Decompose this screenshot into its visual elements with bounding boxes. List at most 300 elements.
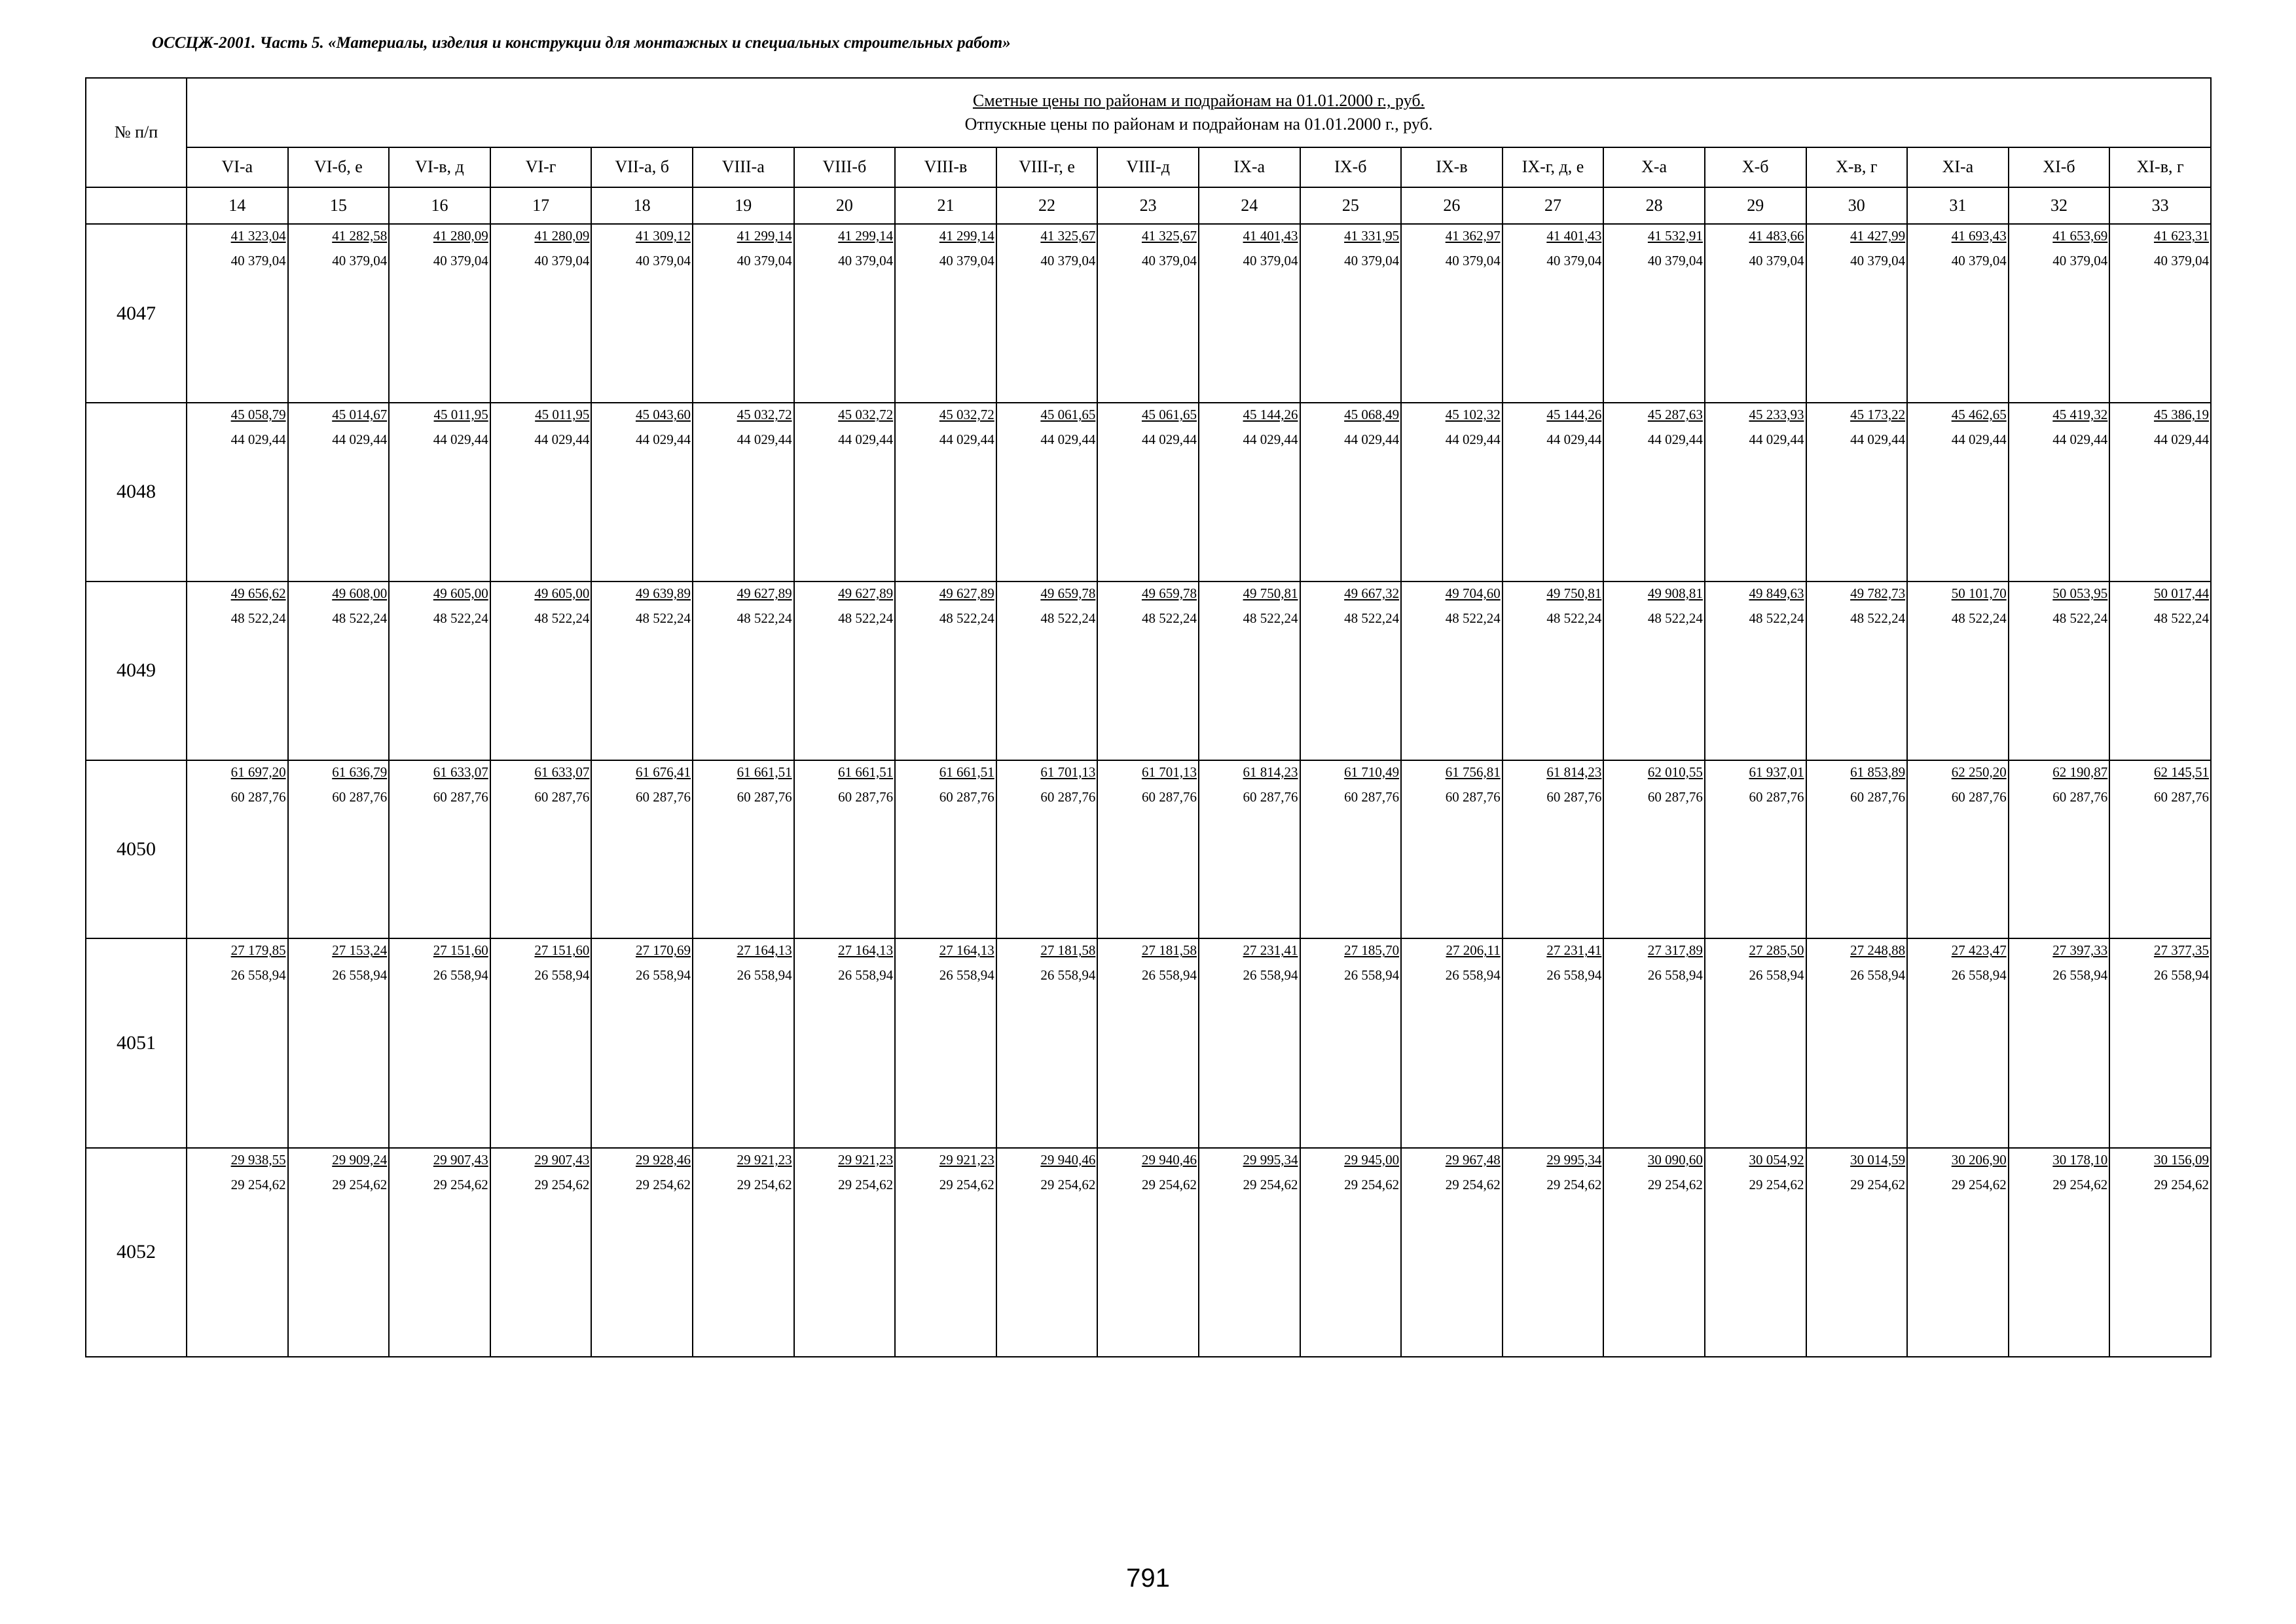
release-price: 44 029,44 bbox=[1040, 432, 1096, 448]
price-cell bbox=[490, 938, 592, 1147]
price-cell bbox=[1097, 224, 1199, 403]
estimate-price: 62 250,20 bbox=[1951, 764, 2007, 780]
price-cell bbox=[591, 760, 693, 939]
price-cell bbox=[2109, 403, 2211, 581]
release-price: 29 254,62 bbox=[939, 1176, 994, 1192]
estimate-price: 27 151,60 bbox=[433, 942, 488, 959]
price-cell bbox=[389, 581, 490, 760]
price-cell bbox=[794, 224, 896, 403]
row-number: 4050 bbox=[86, 760, 187, 939]
estimate-price: 41 331,95 bbox=[1344, 228, 1400, 244]
estimate-price: 27 231,41 bbox=[1546, 942, 1602, 959]
release-price: 29 254,62 bbox=[332, 1176, 388, 1192]
release-price: 29 254,62 bbox=[1546, 1176, 1602, 1192]
release-price: 44 029,44 bbox=[1546, 432, 1602, 448]
price-cell bbox=[187, 581, 288, 760]
price-cell bbox=[1705, 224, 1806, 403]
estimate-price: 41 299,14 bbox=[838, 228, 894, 244]
price-cell bbox=[1300, 581, 1402, 760]
release-price: 44 029,44 bbox=[1344, 432, 1400, 448]
release-price: 29 254,62 bbox=[1749, 1176, 1804, 1192]
release-price: 48 522,24 bbox=[737, 610, 792, 626]
release-price: 44 029,44 bbox=[1749, 432, 1804, 448]
price-cell bbox=[187, 938, 288, 1147]
estimate-price: 61 676,41 bbox=[635, 764, 691, 780]
release-price: 44 029,44 bbox=[939, 432, 994, 448]
price-cell bbox=[187, 224, 288, 403]
estimate-price: 61 633,07 bbox=[433, 764, 488, 780]
row-number: 4048 bbox=[86, 403, 187, 581]
estimate-price: 41 401,43 bbox=[1243, 228, 1298, 244]
table-row bbox=[86, 1148, 2211, 1357]
estimate-price: 29 995,34 bbox=[1546, 1151, 1602, 1168]
release-price: 60 287,76 bbox=[1546, 788, 1602, 805]
release-price: 60 287,76 bbox=[838, 788, 894, 805]
price-cell bbox=[490, 224, 592, 403]
release-price: 40 379,04 bbox=[1951, 253, 2007, 269]
column-number: 33 bbox=[2109, 187, 2211, 225]
release-price: 44 029,44 bbox=[838, 432, 894, 448]
column-number: 16 bbox=[389, 187, 490, 225]
price-cell bbox=[591, 1148, 693, 1357]
release-price: 29 254,62 bbox=[1951, 1176, 2007, 1192]
estimate-price: 45 061,65 bbox=[1040, 407, 1096, 423]
estimate-price: 49 750,81 bbox=[1243, 585, 1298, 601]
region-header: VIII-д bbox=[1097, 147, 1199, 187]
release-price: 48 522,24 bbox=[1951, 610, 2007, 626]
estimate-price: 41 483,66 bbox=[1749, 228, 1804, 244]
price-cell bbox=[1300, 1148, 1402, 1357]
release-price: 48 522,24 bbox=[1546, 610, 1602, 626]
release-price: 60 287,76 bbox=[939, 788, 994, 805]
estimate-price: 41 280,09 bbox=[534, 228, 590, 244]
estimate-price: 30 090,60 bbox=[1647, 1151, 1703, 1168]
price-cell bbox=[1300, 938, 1402, 1147]
release-price: 40 379,04 bbox=[737, 253, 792, 269]
price-cell bbox=[591, 581, 693, 760]
region-header: VI-а bbox=[187, 147, 288, 187]
release-price: 26 558,94 bbox=[1850, 967, 1906, 984]
price-cell bbox=[187, 1148, 288, 1357]
region-header: X-а bbox=[1603, 147, 1705, 187]
price-cell bbox=[288, 1148, 390, 1357]
estimate-price: 45 144,26 bbox=[1243, 407, 1298, 423]
region-header: VII-а, б bbox=[591, 147, 693, 187]
estimate-price: 27 397,33 bbox=[2052, 942, 2108, 959]
region-header: VI-в, д bbox=[389, 147, 490, 187]
header-row-column-numbers bbox=[86, 187, 2211, 225]
price-cell bbox=[693, 224, 794, 403]
estimate-price: 45 032,72 bbox=[939, 407, 994, 423]
price-cell bbox=[693, 403, 794, 581]
release-price: 29 254,62 bbox=[1344, 1176, 1400, 1192]
release-price: 44 029,44 bbox=[2153, 432, 2209, 448]
price-cell bbox=[1097, 760, 1199, 939]
estimate-price: 27 317,89 bbox=[1647, 942, 1703, 959]
estimate-price: 49 639,89 bbox=[635, 585, 691, 601]
price-cell bbox=[1907, 581, 2009, 760]
price-cell bbox=[1503, 938, 1604, 1147]
header-row-title bbox=[86, 78, 2211, 147]
price-cell bbox=[591, 224, 693, 403]
estimate-price: 61 661,51 bbox=[939, 764, 994, 780]
release-price: 26 558,94 bbox=[838, 967, 894, 984]
estimate-price: 29 921,23 bbox=[939, 1151, 994, 1168]
release-price: 48 522,24 bbox=[433, 610, 488, 626]
estimate-price: 29 921,23 bbox=[737, 1151, 792, 1168]
price-cell bbox=[1199, 224, 1300, 403]
release-price: 29 254,62 bbox=[838, 1176, 894, 1192]
page-number: 791 bbox=[1126, 1564, 1170, 1593]
release-price: 26 558,94 bbox=[433, 967, 488, 984]
price-cell bbox=[389, 938, 490, 1147]
estimate-price: 27 181,58 bbox=[1040, 942, 1096, 959]
price-cell bbox=[490, 1148, 592, 1357]
release-price: 26 558,94 bbox=[1749, 967, 1804, 984]
release-price: 26 558,94 bbox=[1243, 967, 1298, 984]
estimate-price: 49 605,00 bbox=[433, 585, 488, 601]
release-price: 40 379,04 bbox=[534, 253, 590, 269]
price-cell bbox=[996, 403, 1098, 581]
release-price: 48 522,24 bbox=[1344, 610, 1400, 626]
estimate-price: 45 032,72 bbox=[838, 407, 894, 423]
estimate-price: 30 178,10 bbox=[2052, 1151, 2108, 1168]
release-price: 48 522,24 bbox=[1243, 610, 1298, 626]
price-cell bbox=[996, 581, 1098, 760]
column-number: 25 bbox=[1300, 187, 1402, 225]
release-price: 48 522,24 bbox=[1749, 610, 1804, 626]
estimate-price: 41 532,91 bbox=[1647, 228, 1703, 244]
column-header-prices bbox=[187, 78, 2211, 147]
price-cell bbox=[1603, 403, 1705, 581]
release-price: 60 287,76 bbox=[1647, 788, 1703, 805]
price-cell bbox=[1199, 403, 1300, 581]
price-cell bbox=[1401, 581, 1503, 760]
price-cell bbox=[1401, 224, 1503, 403]
estimate-price: 41 653,69 bbox=[2052, 228, 2108, 244]
estimate-price: 29 938,55 bbox=[230, 1151, 286, 1168]
release-price: 60 287,76 bbox=[2153, 788, 2209, 805]
estimate-price: 27 248,88 bbox=[1850, 942, 1906, 959]
estimate-price: 41 280,09 bbox=[433, 228, 488, 244]
release-price: 48 522,24 bbox=[635, 610, 691, 626]
estimate-price: 45 058,79 bbox=[230, 407, 286, 423]
row-number: 4049 bbox=[86, 581, 187, 760]
estimate-price: 45 144,26 bbox=[1546, 407, 1602, 423]
price-cell bbox=[1907, 760, 2009, 939]
price-cell bbox=[2009, 938, 2110, 1147]
release-price: 29 254,62 bbox=[1040, 1176, 1096, 1192]
price-cell bbox=[1603, 581, 1705, 760]
estimate-price: 27 185,70 bbox=[1344, 942, 1400, 959]
release-price: 26 558,94 bbox=[1141, 967, 1197, 984]
estimate-price: 27 181,58 bbox=[1141, 942, 1197, 959]
estimate-price: 27 164,13 bbox=[838, 942, 894, 959]
price-cell bbox=[1603, 224, 1705, 403]
estimate-price: 30 156,09 bbox=[2153, 1151, 2209, 1168]
release-price: 40 379,04 bbox=[838, 253, 894, 269]
release-price: 48 522,24 bbox=[1850, 610, 1906, 626]
estimate-price: 45 011,95 bbox=[535, 407, 590, 423]
region-header: XI-б bbox=[2009, 147, 2110, 187]
estimate-price: 49 750,81 bbox=[1546, 585, 1602, 601]
price-cell bbox=[2109, 224, 2211, 403]
estimate-price: 41 362,97 bbox=[1445, 228, 1501, 244]
price-cell bbox=[2009, 224, 2110, 403]
release-price: 40 379,04 bbox=[1749, 253, 1804, 269]
estimate-price: 61 756,81 bbox=[1445, 764, 1501, 780]
release-price: 60 287,76 bbox=[1951, 788, 2007, 805]
estimate-price: 45 043,60 bbox=[635, 407, 691, 423]
release-price: 29 254,62 bbox=[2052, 1176, 2108, 1192]
release-price: 40 379,04 bbox=[1040, 253, 1096, 269]
region-header: IX-г, д, е bbox=[1503, 147, 1604, 187]
release-price: 29 254,62 bbox=[433, 1176, 488, 1192]
release-price: 26 558,94 bbox=[1951, 967, 2007, 984]
region-header: IX-а bbox=[1199, 147, 1300, 187]
release-price: 48 522,24 bbox=[1141, 610, 1197, 626]
price-cell bbox=[693, 1148, 794, 1357]
header-row-regions bbox=[86, 147, 2211, 187]
release-price: 29 254,62 bbox=[1141, 1176, 1197, 1192]
release-price: 29 254,62 bbox=[1445, 1176, 1501, 1192]
release-price: 26 558,94 bbox=[2153, 967, 2209, 984]
estimate-price: 27 285,50 bbox=[1749, 942, 1804, 959]
estimate-price: 29 907,43 bbox=[433, 1151, 488, 1168]
estimate-price: 45 173,22 bbox=[1850, 407, 1906, 423]
estimate-price: 49 627,89 bbox=[939, 585, 994, 601]
estimate-price: 27 153,24 bbox=[332, 942, 388, 959]
column-number: 23 bbox=[1097, 187, 1199, 225]
price-cell bbox=[1603, 1148, 1705, 1357]
estimate-price: 45 032,72 bbox=[737, 407, 792, 423]
price-cell bbox=[794, 403, 896, 581]
estimate-price: 41 299,14 bbox=[939, 228, 994, 244]
estimate-price: 45 233,93 bbox=[1749, 407, 1804, 423]
estimate-price: 27 170,69 bbox=[635, 942, 691, 959]
release-price: 48 522,24 bbox=[230, 610, 286, 626]
region-header: VIII-б bbox=[794, 147, 896, 187]
estimate-price: 41 299,14 bbox=[737, 228, 792, 244]
price-cell bbox=[693, 938, 794, 1147]
estimate-price: 49 659,78 bbox=[1141, 585, 1197, 601]
price-cell bbox=[1097, 938, 1199, 1147]
release-price: 48 522,24 bbox=[1445, 610, 1501, 626]
column-number: 20 bbox=[794, 187, 896, 225]
price-cell bbox=[1300, 760, 1402, 939]
price-cell bbox=[288, 224, 390, 403]
release-price: 60 287,76 bbox=[737, 788, 792, 805]
price-table bbox=[85, 77, 2212, 1357]
column-number: 15 bbox=[288, 187, 390, 225]
region-header: IX-б bbox=[1300, 147, 1402, 187]
estimate-price: 27 206,11 bbox=[1446, 942, 1501, 959]
estimate-price: 41 325,67 bbox=[1141, 228, 1197, 244]
estimate-price: 29 909,24 bbox=[332, 1151, 388, 1168]
price-cell bbox=[187, 760, 288, 939]
release-price: 60 287,76 bbox=[1243, 788, 1298, 805]
price-cell bbox=[1806, 403, 1908, 581]
release-price: 44 029,44 bbox=[534, 432, 590, 448]
price-cell bbox=[693, 581, 794, 760]
estimate-price: 49 667,32 bbox=[1344, 585, 1400, 601]
price-cell bbox=[1806, 224, 1908, 403]
release-price: 60 287,76 bbox=[2052, 788, 2108, 805]
region-header: XI-а bbox=[1907, 147, 2009, 187]
price-cell bbox=[1503, 224, 1604, 403]
price-cell bbox=[389, 760, 490, 939]
release-price: 60 287,76 bbox=[230, 788, 286, 805]
release-price: 26 558,94 bbox=[230, 967, 286, 984]
estimate-price: 45 014,67 bbox=[332, 407, 388, 423]
price-cell bbox=[389, 1148, 490, 1357]
estimate-price: 45 287,63 bbox=[1647, 407, 1703, 423]
release-price: 26 558,94 bbox=[534, 967, 590, 984]
estimate-price: 30 014,59 bbox=[1850, 1151, 1906, 1168]
price-cell bbox=[2109, 581, 2211, 760]
release-price: 29 254,62 bbox=[635, 1176, 691, 1192]
release-price: 40 379,04 bbox=[1243, 253, 1298, 269]
release-price: 26 558,94 bbox=[1040, 967, 1096, 984]
release-price: 44 029,44 bbox=[737, 432, 792, 448]
price-cell bbox=[1300, 403, 1402, 581]
release-price: 44 029,44 bbox=[332, 432, 388, 448]
price-cell bbox=[490, 760, 592, 939]
release-price: 29 254,62 bbox=[1850, 1176, 1906, 1192]
price-cell bbox=[1503, 403, 1604, 581]
release-price: 44 029,44 bbox=[635, 432, 691, 448]
price-cell bbox=[895, 224, 996, 403]
release-price: 44 029,44 bbox=[1445, 432, 1501, 448]
price-cell bbox=[1199, 1148, 1300, 1357]
price-cell bbox=[996, 760, 1098, 939]
region-header: VIII-в bbox=[895, 147, 996, 187]
region-header: VIII-а bbox=[693, 147, 794, 187]
release-price: 60 287,76 bbox=[1749, 788, 1804, 805]
release-price: 44 029,44 bbox=[1647, 432, 1703, 448]
release-price: 26 558,94 bbox=[1647, 967, 1703, 984]
release-price: 60 287,76 bbox=[1141, 788, 1197, 805]
estimate-price: 27 151,60 bbox=[534, 942, 590, 959]
price-cell bbox=[1401, 403, 1503, 581]
release-price: 60 287,76 bbox=[1445, 788, 1501, 805]
price-cell bbox=[1503, 760, 1604, 939]
price-cell bbox=[1705, 581, 1806, 760]
release-price: 48 522,24 bbox=[1040, 610, 1096, 626]
release-price: 48 522,24 bbox=[2153, 610, 2209, 626]
release-price: 44 029,44 bbox=[1243, 432, 1298, 448]
price-cell bbox=[1907, 224, 2009, 403]
estimate-price: 29 945,00 bbox=[1344, 1151, 1400, 1168]
estimate-price: 45 102,32 bbox=[1445, 407, 1501, 423]
estimate-price: 49 849,63 bbox=[1749, 585, 1804, 601]
release-price: 48 522,24 bbox=[534, 610, 590, 626]
price-cell bbox=[490, 581, 592, 760]
release-price: 40 379,04 bbox=[1647, 253, 1703, 269]
estimate-price: 49 908,81 bbox=[1647, 585, 1703, 601]
estimate-price: 49 608,00 bbox=[332, 585, 388, 601]
release-price: 29 254,62 bbox=[2153, 1176, 2209, 1192]
estimate-price: 27 179,85 bbox=[230, 942, 286, 959]
price-cell bbox=[693, 760, 794, 939]
column-number: 14 bbox=[187, 187, 288, 225]
price-cell bbox=[1806, 1148, 1908, 1357]
estimate-price: 30 054,92 bbox=[1749, 1151, 1804, 1168]
release-price: 48 522,24 bbox=[332, 610, 388, 626]
column-number: 29 bbox=[1705, 187, 1806, 225]
table-row bbox=[86, 938, 2211, 1147]
release-price: 44 029,44 bbox=[230, 432, 286, 448]
estimate-price: 30 206,90 bbox=[1951, 1151, 2007, 1168]
price-cell bbox=[288, 403, 390, 581]
price-cell bbox=[490, 403, 592, 581]
estimate-price: 49 659,78 bbox=[1040, 585, 1096, 601]
estimate-price: 45 386,19 bbox=[2153, 407, 2209, 423]
column-number: 32 bbox=[2009, 187, 2110, 225]
price-cell bbox=[2109, 760, 2211, 939]
table-row bbox=[86, 403, 2211, 581]
estimate-price: 41 325,67 bbox=[1040, 228, 1096, 244]
release-price: 48 522,24 bbox=[838, 610, 894, 626]
estimate-price: 29 921,23 bbox=[838, 1151, 894, 1168]
release-price: 29 254,62 bbox=[1647, 1176, 1703, 1192]
running-header: ОССЦЖ-2001. Часть 5. «Материалы, изделия и конструкции для монтажных и специальных строительных работ» bbox=[152, 34, 1011, 52]
row-number: 4052 bbox=[86, 1148, 187, 1357]
estimate-prices-title: Сметные цены по районам и подрайонам на 01.01.2000 г., руб. bbox=[972, 91, 1425, 111]
release-price: 40 379,04 bbox=[1546, 253, 1602, 269]
price-cell bbox=[1806, 760, 1908, 939]
estimate-price: 49 782,73 bbox=[1850, 585, 1906, 601]
price-cell bbox=[2009, 1148, 2110, 1357]
estimate-price: 29 967,48 bbox=[1445, 1151, 1501, 1168]
estimate-price: 61 937,01 bbox=[1749, 764, 1804, 780]
column-number: 24 bbox=[1199, 187, 1300, 225]
estimate-price: 49 656,62 bbox=[230, 585, 286, 601]
column-number: 22 bbox=[996, 187, 1098, 225]
price-cell bbox=[895, 1148, 996, 1357]
release-price: 48 522,24 bbox=[1647, 610, 1703, 626]
price-cell bbox=[1401, 1148, 1503, 1357]
release-price: 40 379,04 bbox=[1445, 253, 1501, 269]
price-cell bbox=[1806, 938, 1908, 1147]
release-price: 60 287,76 bbox=[1850, 788, 1906, 805]
release-prices-title: Отпускные цены по районам и подрайонам на 01.01.2000 г., руб. bbox=[964, 115, 1433, 134]
release-price: 29 254,62 bbox=[1243, 1176, 1298, 1192]
estimate-price: 50 017,44 bbox=[2153, 585, 2209, 601]
price-cell bbox=[1806, 581, 1908, 760]
release-price: 26 558,94 bbox=[1344, 967, 1400, 984]
price-cell bbox=[187, 403, 288, 581]
price-cell bbox=[389, 224, 490, 403]
release-price: 29 254,62 bbox=[534, 1176, 590, 1192]
release-price: 44 029,44 bbox=[433, 432, 488, 448]
price-cell bbox=[1097, 403, 1199, 581]
estimate-price: 41 623,31 bbox=[2153, 228, 2209, 244]
estimate-price: 61 697,20 bbox=[230, 764, 286, 780]
estimate-price: 41 309,12 bbox=[635, 228, 691, 244]
price-cell bbox=[2109, 938, 2211, 1147]
estimate-price: 41 282,58 bbox=[332, 228, 388, 244]
release-price: 29 254,62 bbox=[737, 1176, 792, 1192]
price-cell bbox=[794, 760, 896, 939]
estimate-price: 29 940,46 bbox=[1141, 1151, 1197, 1168]
price-cell bbox=[895, 938, 996, 1147]
price-cell bbox=[794, 581, 896, 760]
estimate-price: 62 145,51 bbox=[2153, 764, 2209, 780]
estimate-price: 29 940,46 bbox=[1040, 1151, 1096, 1168]
column-number: 18 bbox=[591, 187, 693, 225]
release-price: 60 287,76 bbox=[332, 788, 388, 805]
